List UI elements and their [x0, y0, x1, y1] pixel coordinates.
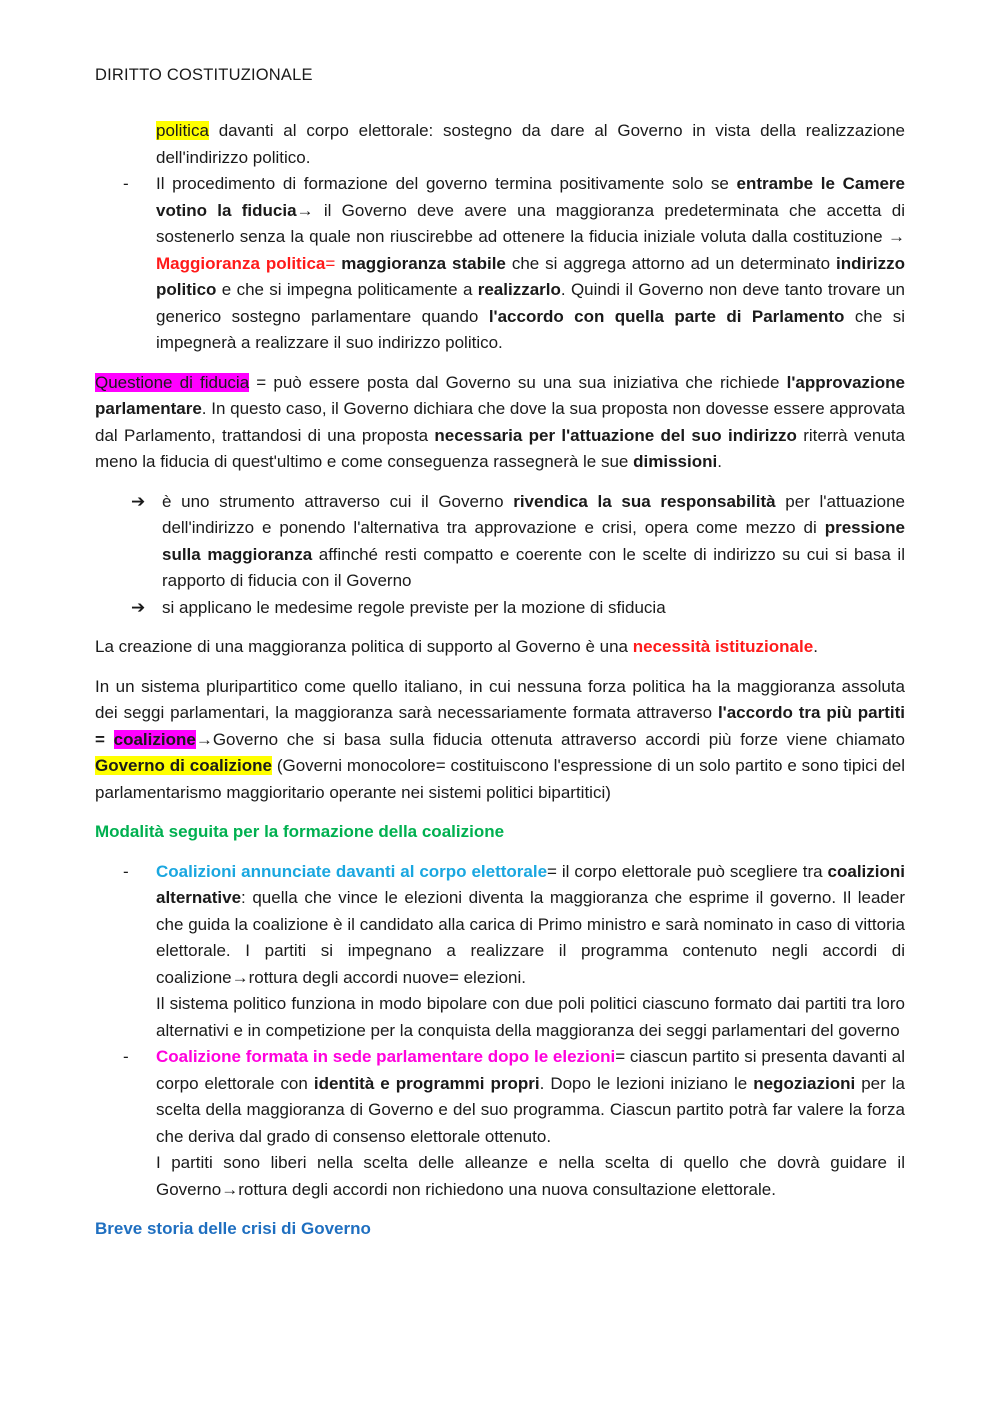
highlight-governo-coalizione: Governo di coalizione — [95, 756, 272, 775]
arrow-list-item: ➔ è uno strumento attraverso cui il Governo rivendica la sua responsabilità per l'attuazione dell'indirizzo e ponendo l'alternativa tra approvazione e crisi, opera come mezzo di pressione sulla maggioranza affinché resti compatto e coerente con le scelte di indirizzo su cui si basa il rapporto di fiducia con il Governo — [95, 489, 905, 595]
coalizione-parlamentare-term: Coalizione formata in sede parlamentare dopo le elezioni — [156, 1047, 616, 1066]
dash-marker: - — [123, 1047, 129, 1066]
arrow-list-item: ➔ si applicano le medesime regole previste per la mozione di sfiducia — [95, 595, 905, 622]
section-heading-modalita: Modalità seguita per la formazione della coalizione — [95, 822, 505, 841]
necessita-istituzionale-term: necessità istituzionale — [632, 637, 814, 656]
coalizioni-annunciate-term: Coalizioni annunciate davanti al corpo elettorale — [156, 861, 548, 881]
arrow-icon: → — [296, 200, 314, 220]
highlight-politica: politica — [156, 121, 209, 140]
arrow-bullet-icon: ➔ — [131, 491, 146, 511]
page-header: DIRITTO COSTITUZIONALE — [95, 66, 313, 84]
list-item-extra: Il sistema politico funziona in modo bipolare con due poli politici ciascuno formato dai partiti tra loro alternativi e in competizione per la conquista della maggioranza dei seggi parlamentari del governo — [156, 994, 905, 1040]
list-item-coalizioni-annunciate: - Coalizioni annunciate davanti al corpo elettorale= il corpo elettorale può scegliere tra coalizioni alternative: quella che vince le elezioni diventa la maggioranza che esprime il governo. Il leader che guida la coalizione è il candidato alla carica di Primo ministro e sarà nominato in caso di vittoria elettorale. I partiti si impegnano a realizzare il programma contenuto negli accordi di coalizione→rottura degli accordi nuove= elezioni. Il sistema politico funziona in modo bipolare con due poli politici ciascuno formato dai partiti tra loro alternativi e in competizione per la conquista della maggioranza dei seggi parlamentari del governo — [95, 859, 905, 1045]
highlight-coalizione: coalizione — [113, 729, 196, 749]
list-item-coalizione-parlamentare: - Coalizione formata in sede parlamentare dopo le elezioni= ciascun partito si presenta davanti al corpo elettorale con identità e programmi propri. Dopo le lezioni iniziano le negoziazioni per la scelta della maggioranza di Governo e del suo programma. Ciascun partito potrà far valere la forza che deriva dal grado di consenso elettorale ottenuto. I partiti sono liberi nella scelta delle alleanze e nella scelta di quello che dovrà guidare il Governo→rottura degli accordi non richiedono una nuova consultazione elettorale. — [95, 1044, 905, 1203]
paragraph-sistema-pluripartitico: In un sistema pluripartitico come quello italiano, in cui nessuna forza politica ha la maggioranza assoluta dei seggi parlamentari, la maggioranza sarà necessariamente formata attraverso l'accordo tra più partiti = coalizione→Governo che si basa sulla fiducia ottenuta attraverso accordi più forze viene chiamato Governo di coalizione (Governi monocolore= costituiscono l'espressione di un solo partito e sono tipici del parlamentarismo maggioritario operante nei sistemi politici bipartitici) — [95, 676, 906, 802]
section-heading-storia: Breve storia delle crisi di Governo — [95, 1219, 371, 1238]
document-body — [95, 118, 905, 1243]
list-item-extra: I partiti sono liberi nella scelta delle alleanze e nella scelta di quello che dovrà guidare il Governo→rottura degli accordi non richiedono una nuova consultazione elettorale. — [156, 1153, 905, 1199]
arrow-icon: → — [195, 729, 213, 749]
highlight-questione-fiducia: Questione di fiducia — [95, 372, 250, 392]
dash-marker: - — [123, 861, 129, 881]
paragraph-creazione-maggioranza: La creazione di una maggioranza politica di supporto al Governo è una necessità istituzionale. — [95, 637, 818, 656]
arrow-icon: → — [231, 967, 249, 987]
continuation-paragraph: politica davanti al corpo elettorale: sostegno da dare al Governo in vista della realizzazione dell'indirizzo politico. — [156, 121, 905, 167]
maggioranza-politica-term: Maggioranza politica — [156, 253, 326, 273]
arrow-icon: → — [221, 1179, 239, 1199]
arrow-bullet-icon: ➔ — [131, 597, 146, 617]
list-item-formazione-governo: - Il procedimento di formazione del governo termina positivamente solo se entrambe le Camere votino la fiducia→ il Governo deve avere una maggioranza predeterminata che accetta di sostenerlo senza la quale non riuscirebbe ad ottenere la fiducia iniziale voluta dalla costituzione → Maggioranza politica= maggioranza stabile che si aggrega attorno ad un determinato indirizzo politico e che si impegna politicamente a realizzarlo. Quindi il Governo non deve tanto trovare un generico sostegno parlamentare quando l'accordo con quella parte di Parlamento che si impegnerà a realizzare il suo indirizzo politico. — [95, 171, 905, 357]
dash-marker: - — [123, 174, 129, 193]
paragraph-questione-fiducia: Questione di fiducia = può essere posta dal Governo su una sua iniziativa che richiede l'approvazione parlamentare. In questo caso, il Governo dichiara che dove la sua proposta non dovesse essere approvata dal Parlamento, trattandosi di una proposta necessaria per l'attuazione del suo indirizzo riterrà venuta meno la fiducia di quest'ultimo e come conseguenza rassegnerà le sue dimissioni. — [95, 372, 905, 471]
